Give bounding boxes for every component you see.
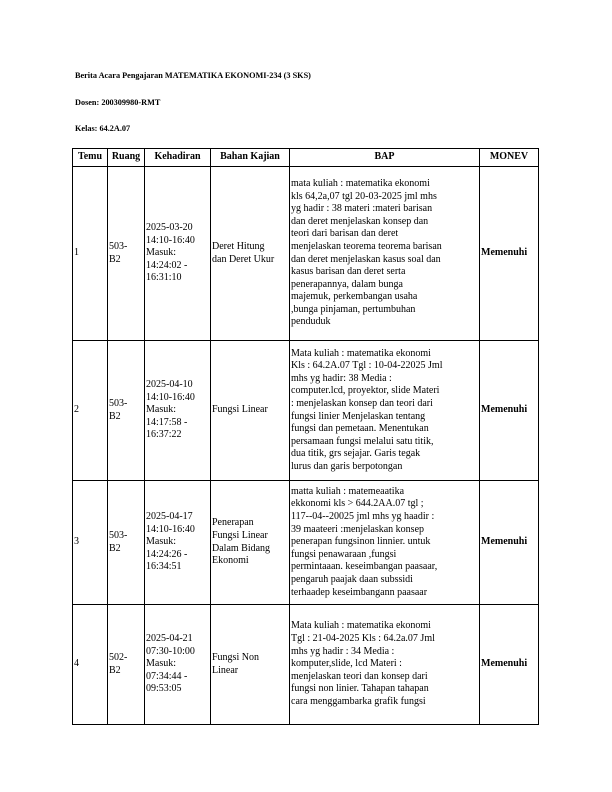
cell-kehadiran [145,341,211,481]
bap-line: ekkonomi kls > 644.2AA.07 tgl ; [291,498,424,510]
bap-line: matta kuliah : matemeaatika [291,485,405,497]
bap-line: Mata kuliah : matematika ekonomi [291,347,431,359]
column-header-temu: Temu [73,149,108,167]
bap-line: fungsi dan pemetaan. Menentukan [291,423,429,435]
bahan-line: Dalam Bidang [212,542,271,554]
bap-line: penerapan fungsinon linnier. untuk [291,536,431,548]
lecture-log-table [72,148,539,725]
class-label: Kelas: 64.2A.07 [75,124,131,133]
bap-line: cara menggambarka grafik fungsi [291,695,426,707]
bap-line: 117--04--20025 jml mhs yg haadir : [291,511,435,523]
table-row [73,481,539,605]
cell-monev: Memenuhi [480,341,539,481]
bap-line: : menjelaskan konsep dan teori dari [291,397,433,409]
kehadiran-line: 09:53:05 [146,683,182,695]
kehadiran-line: Masuk: [146,404,176,416]
column-header-monev: MONEV [480,149,539,167]
bahan-line: Linear [212,664,239,676]
kehadiran-line: 16:37:22 [146,429,182,441]
kehadiran-line: 07:34:44 - [146,670,188,682]
cell-bahan-kajian [211,341,290,481]
ruang-line: 503- [109,529,128,541]
ruang-line: 502- [109,651,128,663]
column-header-ruang: Ruang [108,149,145,167]
bap-line: Tgl : 21-04-2025 Kls : 64.2a.07 Jml [291,633,435,645]
bap-line: teori dari barisan dan deret [291,228,399,240]
cell-ruang [108,605,145,725]
bahan-line: Fungsi Non [212,651,259,663]
bahan-line: Ekonomi [212,555,249,567]
cell-ruang [108,341,145,481]
bap-line: penduduk [291,316,331,328]
cell-bap [290,481,480,605]
kehadiran-line: Masuk: [146,247,176,259]
kehadiran-line: Masuk: [146,658,176,670]
kehadiran-line: 14:10-16:40 [146,391,195,403]
bap-line: ,bunga pinjaman, pertumbuhan [291,303,416,315]
cell-bahan-kajian [211,167,290,341]
bap-line: mhs yg hadir : 34 Media : [291,645,395,657]
bahan-line: dan Deret Ukur [212,253,275,265]
cell-bahan-kajian [211,481,290,605]
bap-line: terhaadep keseimbangann paasaar [291,586,428,598]
cell-kehadiran [145,605,211,725]
kehadiran-line: 16:34:51 [146,561,182,573]
bap-line: dan deret menjelaskan kasus soal dan [291,253,441,265]
table-row [73,167,539,341]
bap-line: menjelaskan teorema teorema barisan [291,240,442,252]
ruang-line: B2 [109,542,121,554]
bap-line: mata kuliah : matematika ekonomi [291,177,430,189]
column-header-kehadiran: Kehadiran [145,149,211,167]
bap-line: mhs yg hadir: 38 Media : [291,372,392,384]
cell-bahan-kajian [211,605,290,725]
cell-temu: 1 [73,167,108,341]
bap-line: penerapannya, dalam bunga [291,278,403,290]
bap-line: fungsi penawaraan ,fungsi [291,548,397,560]
bap-line: komputer,slide, lcd Materi : [291,658,402,670]
ruang-line: 503- [109,397,128,409]
cell-temu: 2 [73,341,108,481]
kehadiran-line: 16:31:10 [146,272,182,284]
bap-line: fungsi linier Menjelaskan tentang [291,410,426,422]
bap-line: permintaaan. keseimbangan paasaar, [291,561,438,573]
lecturer-label: Dosen: 200309980-RMT [75,98,161,107]
cell-ruang [108,167,145,341]
cell-kehadiran [145,481,211,605]
ruang-line: B2 [109,253,121,265]
bap-line: persamaan fungsi melalui satu titik, [291,435,434,447]
kehadiran-line: 14:17:58 - [146,416,188,428]
cell-monev: Memenuhi [480,167,539,341]
bap-line: pengaruh paajak daan subssidi [291,573,413,585]
bahan-line: Deret Hitung [212,240,265,252]
bap-line: fungsi non linier. Tahapan tahapan [291,683,429,695]
cell-temu: 4 [73,605,108,725]
cell-ruang [108,481,145,605]
bap-line: computer.lcd, proyektor, slide Materi [291,385,440,397]
kehadiran-line: 2025-03-20 [146,222,193,234]
bap-line: dua titik, grs sejajar. Garis tegak [291,448,421,460]
table-row [73,341,539,481]
bahan-line: Fungsi Linear [212,404,268,416]
ruang-line: B2 [109,664,121,676]
cell-temu: 3 [73,481,108,605]
cell-bap [290,167,480,341]
bap-line: Kls : 64.2A.07 Tgl : 10-04-22025 Jml [291,360,443,372]
cell-monev: Memenuhi [480,481,539,605]
cell-bap [290,341,480,481]
ruang-line: B2 [109,410,121,422]
table-row [73,605,539,725]
kehadiran-line: 07:30-10:00 [146,645,195,657]
column-header-bap: BAP [290,149,480,167]
table-header-row [73,149,539,167]
cell-kehadiran [145,167,211,341]
kehadiran-line: 14:10-16:40 [146,234,195,246]
bap-line: lurus dan garis berpotongan [291,460,403,472]
kehadiran-line: 14:24:02 - [146,259,188,271]
bap-line: 39 maateeri :menjelaskan konsep [291,523,425,535]
kehadiran-line: 14:24:26 - [146,548,188,560]
kehadiran-line: Masuk: [146,536,176,548]
ruang-line: 503- [109,240,128,252]
bap-line: yg hadir : 38 materi :materi barisan [291,203,433,215]
bap-line: dan deret menjelaskan konsep dan [291,215,429,227]
bahan-line: Penerapan [212,517,254,529]
kehadiran-line: 2025-04-17 [146,511,193,523]
kehadiran-line: 2025-04-21 [146,633,193,645]
kehadiran-line: 14:10-16:40 [146,523,195,535]
bahan-line: Fungsi Linear [212,529,268,541]
kehadiran-line: 2025-04-10 [146,379,193,391]
bap-line: Mata kuliah : matematika ekonomi [291,620,431,632]
bap-line: majemuk, perkembangan usaha [291,291,418,303]
bap-line: menjelaskan teori dan konsep dari [291,670,428,682]
cell-monev: Memenuhi [480,605,539,725]
column-header-bahan-kajian: Bahan Kajian [211,149,290,167]
cell-bap [290,605,480,725]
document-title: Berita Acara Pengajaran MATEMATIKA EKONOMI-234 (3 SKS) [75,71,311,80]
bap-line: kasus barisan dan deret serta [291,266,406,278]
bap-line: kls 64,2a,07 tgl 20-03-2025 jml mhs [291,190,437,202]
